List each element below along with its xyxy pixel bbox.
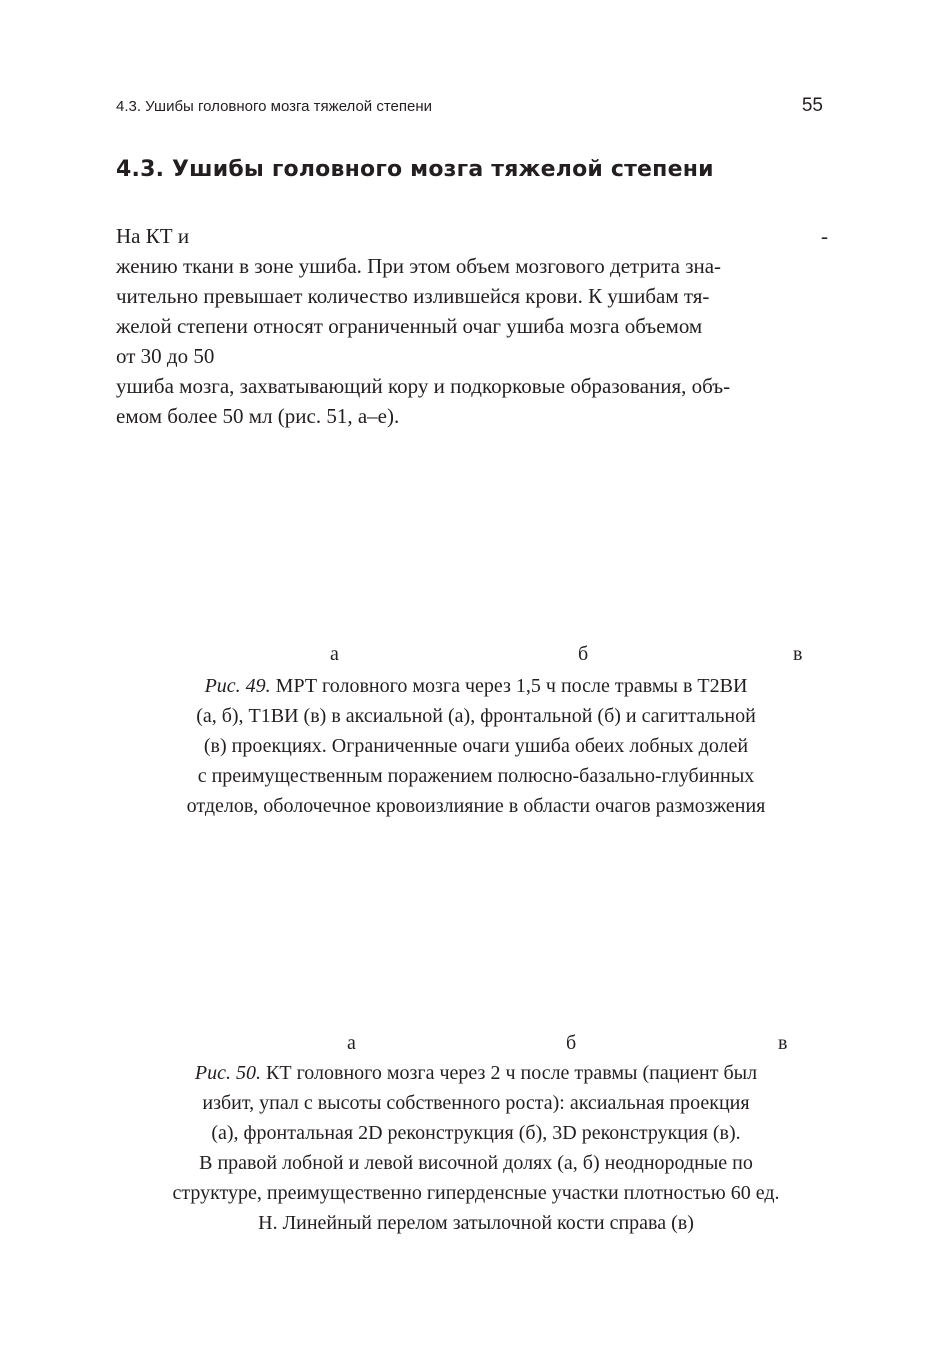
caption-line: В правой лобной и левой височной долях (а, б) неоднородные по	[199, 1152, 753, 1174]
body-line: от 30 до 50	[116, 344, 215, 368]
caption-text: КТ головного мозга через 2 ч после травмы (пациент был	[266, 1062, 758, 1084]
caption-line	[96, 671, 856, 701]
figure-49-label-v: в	[793, 643, 803, 665]
figure-49-panel-labels	[116, 643, 828, 667]
caption-text: МРТ головного мозга через 1,5 ч после травмы в Т2ВИ	[275, 675, 748, 697]
caption-line: (в) проекциях. Ограниченные очаги ушиба обеих лобных долей	[203, 735, 749, 757]
figure-49-caption-label: Рис. 49.	[204, 675, 271, 697]
figure-50-label-a: а	[347, 1032, 356, 1054]
section-title: 4.3. Ушибы головного мозга тяжелой степени	[116, 157, 714, 182]
body-line: желой степени относят ограниченный очаг ушиба мозга объемом	[116, 314, 703, 338]
caption-line: избит, упал с высоты собственного роста): аксиальная проекция	[202, 1092, 750, 1114]
figure-50-label-v: в	[778, 1032, 788, 1054]
body-paragraph	[116, 221, 828, 431]
figure-50-caption	[96, 1058, 856, 1238]
page-number: 55	[801, 95, 823, 116]
caption-line	[96, 1058, 856, 1088]
body-line: емом более 50 мл (рис. 51, а–е).	[116, 404, 400, 428]
running-head-title: 4.3. Ушибы головного мозга тяжелой степени	[116, 98, 433, 115]
caption-line: (а), фронтальная 2D реконструкция (б), 3D реконструкция (в).	[211, 1122, 741, 1144]
figure-49-label-a: а	[330, 643, 339, 665]
running-head	[116, 95, 823, 117]
figure-49-caption	[96, 671, 856, 821]
body-line	[116, 221, 828, 251]
caption-line: отделов, оболочечное кровоизлияние в области очагов размозжения	[186, 795, 766, 817]
body-line-text: На КТ и	[116, 224, 190, 248]
figure-49-label-b: б	[578, 643, 589, 665]
body-line: ушиба мозга, захватывающий кору и подкорковые образования, объ-	[116, 374, 731, 398]
figure-50-caption-label: Рис. 50.	[194, 1062, 262, 1084]
caption-line: (а, б), Т1ВИ (в) в аксиальной (а), фронтальной (б) и сагиттальной	[196, 705, 756, 727]
caption-line: Н. Линейный перелом затылочной кости справа (в)	[258, 1212, 694, 1234]
body-line: чительно превышает количество излившейся крови. К ушибам тя-	[116, 284, 710, 308]
caption-line: структуре, преимущественно гиперденсные участки плотностью 60 ед.	[172, 1182, 780, 1204]
body-line-hyphen: -	[821, 224, 828, 248]
figure-50-panel-labels	[116, 1032, 828, 1056]
figure-50-label-b: б	[566, 1032, 577, 1054]
caption-line: с преимущественным поражением полюсно-базально-глубинных	[197, 765, 755, 787]
body-line: жению ткани в зоне ушиба. При этом объем мозгового детрита зна-	[116, 254, 722, 278]
